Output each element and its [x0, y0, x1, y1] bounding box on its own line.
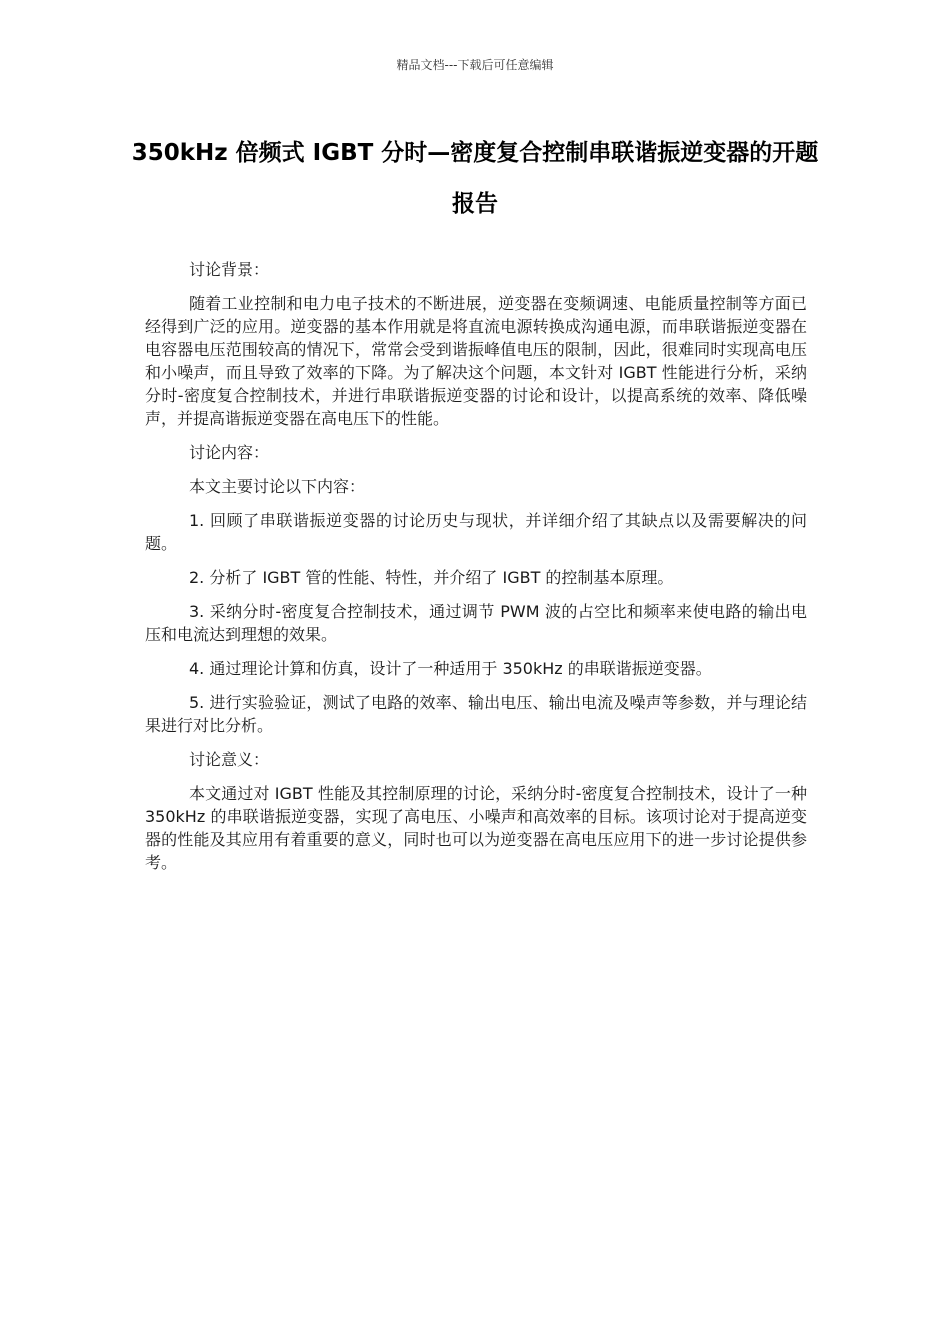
paragraph-background: 随着工业控制和电力电子技术的不断进展，逆变器在变频调速、电能质量控制等方面已经得到广泛的应用。逆变器的基本作用就是将直流电源转换成沟通电源，而串联谐振逆变器在电容器电压范围较高的情况下，常常会受到谐振峰值电压的限制，因此，很难同时实现高电压和小噪声，而且导致了效率的下降。为了解决这个问题，本文针对 IGBT 性能进行分析，采纳分时-密度复合控制技术，并进行串联谐振逆变器的讨论和设计，以提高系统的效率、降低噪声，并提高谐振逆变器在高电压下的性能。 — [145, 294, 807, 428]
list-item-4: 4. 通过理论计算和仿真，设计了一种适用于 350kHz 的串联谐振逆变器。 — [189, 659, 712, 678]
list-item-5: 5. 进行实验验证，测试了电路的效率、输出电压、输出电流及噪声等参数，并与理论结果进行对比分析。 — [145, 693, 807, 735]
list-item-1: 1. 回顾了串联谐振逆变器的讨论历史与现状，并详细介绍了其缺点以及需要解决的问题。 — [145, 511, 807, 553]
paragraph-significance: 本文通过对 IGBT 性能及其控制原理的讨论，采纳分时-密度复合控制技术，设计了一种 350kHz 的串联谐振逆变器，实现了高电压、小噪声和高效率的目标。该项讨论对于提高逆变器的性能及其应用有着重要的意义，同时也可以为逆变器在高电压应用下的进一步讨论提供参考。 — [145, 784, 807, 872]
list-item-2: 2. 分析了 IGBT 管的性能、特性，并介绍了 IGBT 的控制基本原理。 — [189, 568, 674, 587]
section-heading-content: 讨论内容： — [189, 443, 270, 462]
section-heading-background: 讨论背景： — [189, 260, 270, 279]
header-note: 精品文档---下载后可任意编辑 — [396, 58, 554, 72]
list-item-3: 3. 采纳分时-密度复合控制技术，通过调节 PWM 波的占空比和频率来使电路的输出电压和电流达到理想的效果。 — [145, 602, 807, 644]
document-body — [145, 258, 807, 885]
section-heading-significance: 讨论意义： — [189, 750, 270, 769]
paragraph-content-intro: 本文主要讨论以下内容： — [189, 477, 366, 496]
document-title: 350kHz 倍频式 IGBT 分时—密度复合控制串联谐振逆变器的开题报告 — [131, 140, 819, 217]
